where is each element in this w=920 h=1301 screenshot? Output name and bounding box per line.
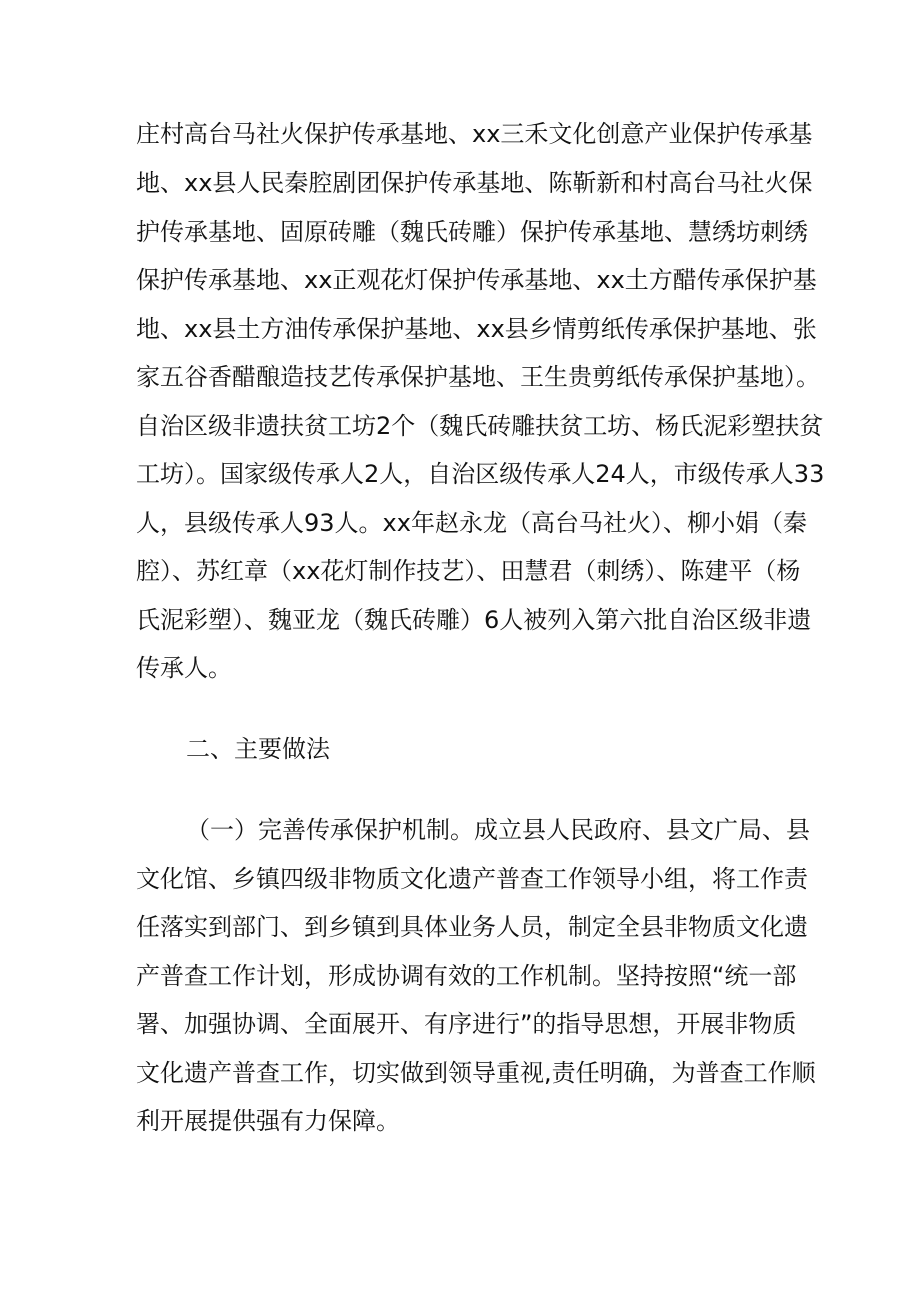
text-line: 家五谷香醋酿造技艺传承保护基地、王生贵剪纸传承保护基地）。: [136, 363, 820, 391]
text-line: 氏泥彩塑）、魏亚龙（魏氏砖雕）6人被列入第六批自治区级非遗: [136, 606, 812, 634]
text-line: 腔）、苏红章（xx花灯制作技艺）、田慧君（刺绣）、陈建平（杨: [136, 557, 801, 585]
text-line: 庄村高台马社火保护传承基地、xx三禾文化创意产业保护传承基: [136, 120, 813, 148]
text-line: 地、xx县人民秦腔剧团保护传承基地、陈靳新和村高台马社火保: [136, 169, 813, 197]
text-line: 传承人。: [136, 654, 232, 682]
text-line: 任落实到部门、到乡镇到具体业务人员，制定全县非物质文化遗: [136, 913, 808, 941]
text-line: 自治区级非遗扶贫工坊2个（魏氏砖雕扶贫工坊、杨氏泥彩塑扶贫: [136, 412, 824, 440]
text-line: 利开展提供强有力保障。: [136, 1107, 400, 1135]
text-line: 地、xx县土方油传承保护基地、xx县乡情剪纸传承保护基地、张: [136, 315, 817, 343]
text-line: 保护传承基地、xx正观花灯保护传承基地、xx土方醋传承保护基: [136, 266, 817, 294]
text-line: 文化遗产普查工作，切实做到领导重视,责任明确，为普查工作顺: [136, 1059, 816, 1087]
text-line: 工坊）。国家级传承人2人，自治区级传承人24人，市级传承人33: [136, 460, 825, 488]
section-heading: 二、主要做法: [186, 735, 330, 763]
text-line: 署、加强协调、全面展开、有序进行”的指导思想，开展非物质: [136, 1010, 797, 1038]
text-line: 人，县级传承人93人。xx年赵永龙（高台马社火）、柳小娟（秦: [136, 509, 807, 537]
text-line: （一）完善传承保护机制。成立县人民政府、县文广局、县: [186, 816, 810, 844]
text-line: 护传承基地、固原砖雕（魏氏砖雕）保护传承基地、慧绣坊刺绣: [136, 218, 808, 246]
text-line: 文化馆、乡镇四级非物质文化遗产普查工作领导小组，将工作责: [136, 865, 808, 893]
text-line: 产普查工作计划，形成协调有效的工作机制。坚持按照“统一部: [136, 962, 797, 990]
